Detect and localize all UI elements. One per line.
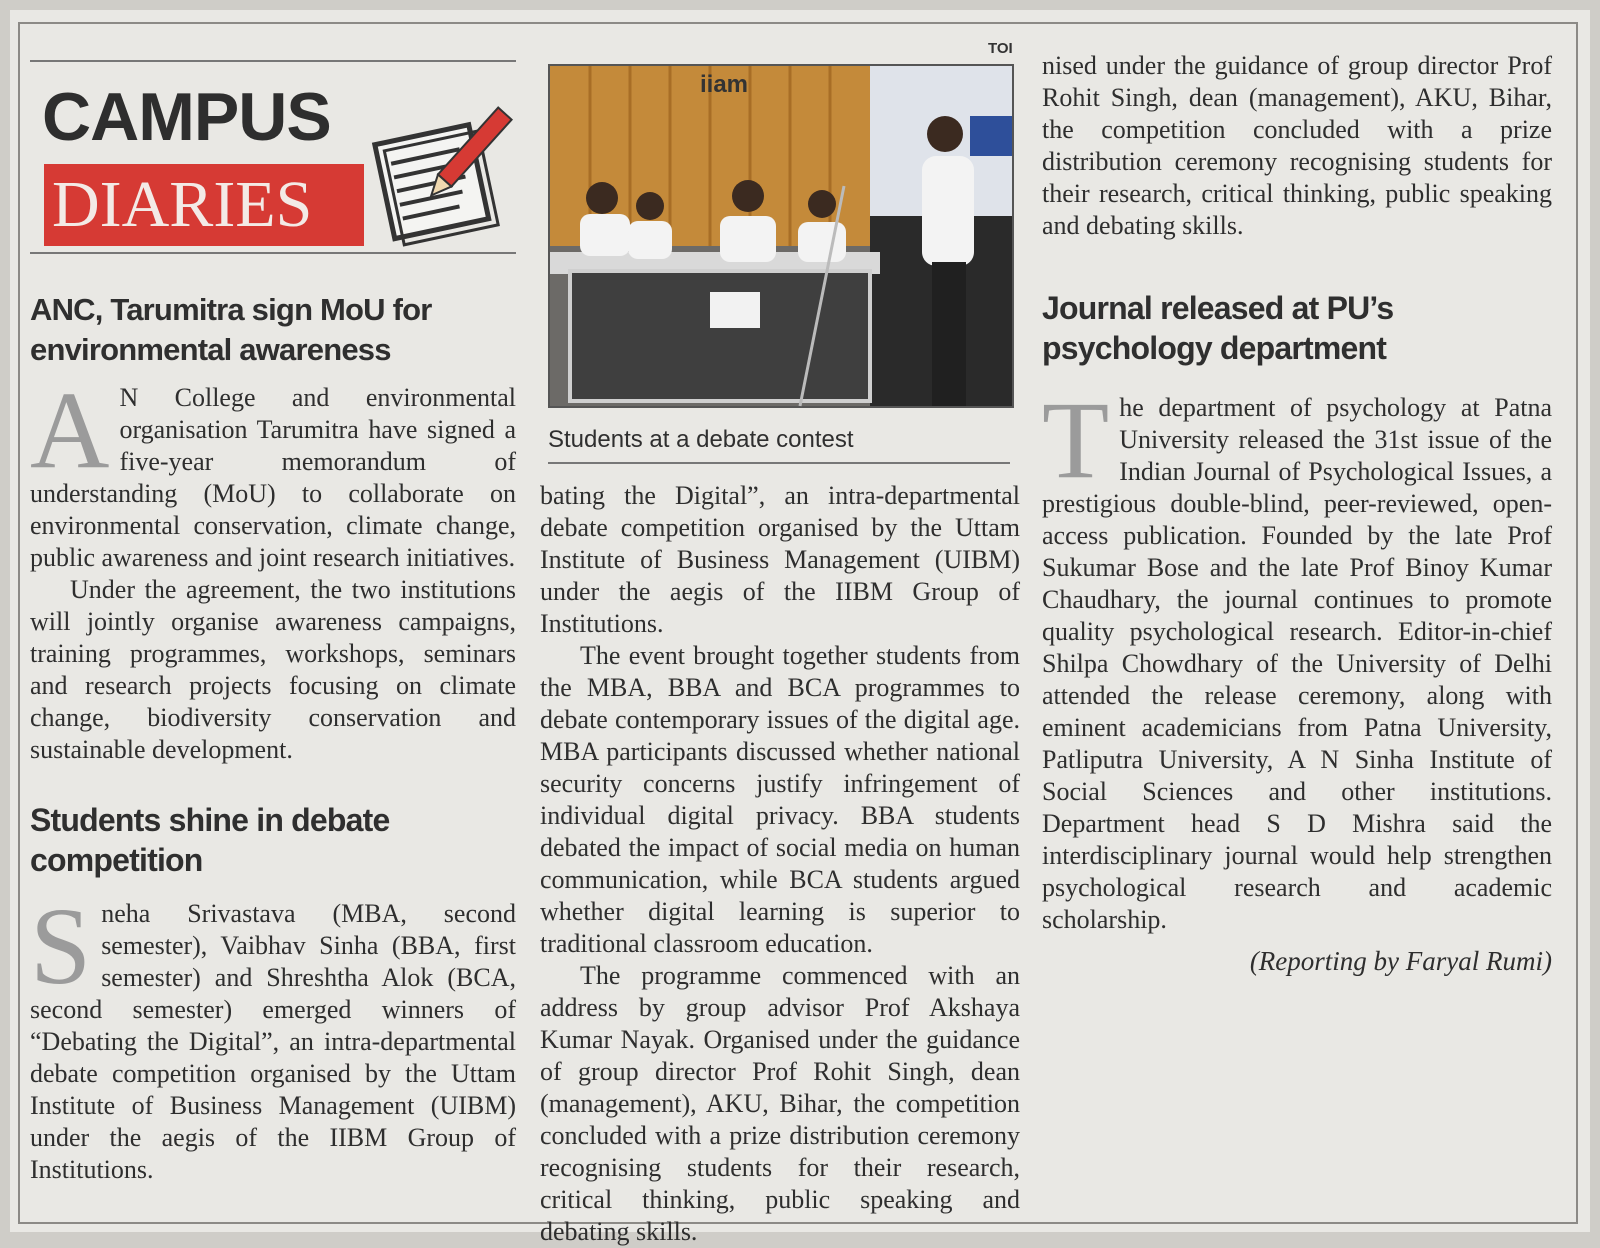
- column-left: [30, 60, 516, 1184]
- divider: [30, 60, 516, 62]
- column-middle: [540, 40, 1020, 1246]
- story3-paragraph-1: he department of psychology at Patna University released the 31st issue of the Indian Journal of Psychological Issues, a prestigious double-blind, peer-reviewed, open-access publication. Founded by the late Prof Sukumar Bose and the late Prof Binoy Kumar Chaudhary, the journal continues to promote quality psychological research. Editor-in-chief Shilpa Chowdhary of the University of Delhi attended the release ceremony, along with eminent academicians from Patna University, Patliputra University, A N Sinha Institute of Social Sciences and other institutions. Department head S D Mishra said the interdisciplinary journal would help strengthen psychological research and academic scholarship.: [1042, 393, 1552, 934]
- photo: [548, 64, 1014, 408]
- story2-paragraph-1: neha Srivastava (MBA, second semester), Vaibhav Sinha (BBA, first semester) and Shreshtha Alok (BCA, second semester) emerged winners of “Debating the Digital”, an intra-departmental debate competition organised by the Uttam Institute of Business Management (UIBM) under the aegis of the IIBM Group of Institutions.: [30, 899, 516, 1184]
- story1-paragraph-1: N College and environmental organisation Tarumitra have signed a five-year memorandum of understanding (MoU) to collaborate on environmental conservation, climate change, public awareness and joint research initiatives.: [30, 383, 516, 572]
- logo-diaries-text: DIARIES: [44, 164, 364, 246]
- story2-paragraph-2: The event brought together students from the MBA, BBA and BCA programmes to debate contemporary issues of the digital age. MBA participants discussed whether national security concerns justify infringement of individual digital privacy. BBA students debated the impact of social media on human communication, while BCA students argued whether digital learning is superior to traditional classroom education.: [540, 641, 1020, 958]
- story1-body: [30, 369, 516, 766]
- photo-source: TOI: [988, 40, 1013, 57]
- story3-dropcap: T: [1042, 379, 1110, 501]
- notepad-pencil-icon: [370, 102, 510, 242]
- story2-body-start: [30, 885, 516, 1184]
- column-right: [1042, 50, 1552, 977]
- photo-caption: Students at a debate contest: [548, 426, 854, 453]
- divider: [548, 462, 1010, 464]
- debate-photo: [550, 66, 1012, 406]
- logo-campus-text: CAMPUS: [42, 79, 331, 155]
- story2-paragraph-1-cont: bating the Digital”, an intra-departmental debate competition organised by the Uttam Institute of Business Management (UIBM) under the aegis of the IIBM Group of Institutions.: [540, 481, 1020, 638]
- divider: [30, 252, 516, 254]
- story3-body: [1042, 379, 1552, 936]
- story2-paragraph-3-cont: nised under the guidance of group director Prof Rohit Singh, dean (management), AKU, Bihar, the competition concluded with a prize distribution ceremony recognising students for their research, critical thinking, public speaking and debating skills.: [1042, 51, 1552, 240]
- campus-diaries-logo: [30, 68, 516, 248]
- story2-headline: Students shine in debate competition: [30, 802, 390, 878]
- newspaper-clipping: [10, 10, 1590, 1246]
- banner-logo-text: iiam: [700, 71, 749, 98]
- story2-dropcap: S: [30, 885, 92, 1007]
- story2-paragraph-3: The programme commenced with an address by group advisor Prof Akshaya Kumar Nayak. Organised under the guidance of group director Prof Rohit Singh, dean (management), AKU, Bihar, the competition concluded with a prize distribution ceremony recognising students for their research, critical thinking, public speaking and debating skills.: [540, 961, 1020, 1246]
- reporter-credit: (Reporting by Faryal Rumi): [1249, 946, 1552, 976]
- story3-headline: Journal released at PU’s psychology department: [1042, 290, 1394, 366]
- story1-paragraph-2: Under the agreement, the two institutions will jointly organise awareness campaigns, training programmes, workshops, seminars and research projects focusing on climate change, biodiversity conservation and sustainable development.: [30, 575, 516, 764]
- story1-headline: ANC, Tarumitra sign MoU for environmental awareness: [30, 292, 432, 367]
- story1-dropcap: A: [30, 369, 110, 491]
- story2-continued: [540, 480, 1020, 1246]
